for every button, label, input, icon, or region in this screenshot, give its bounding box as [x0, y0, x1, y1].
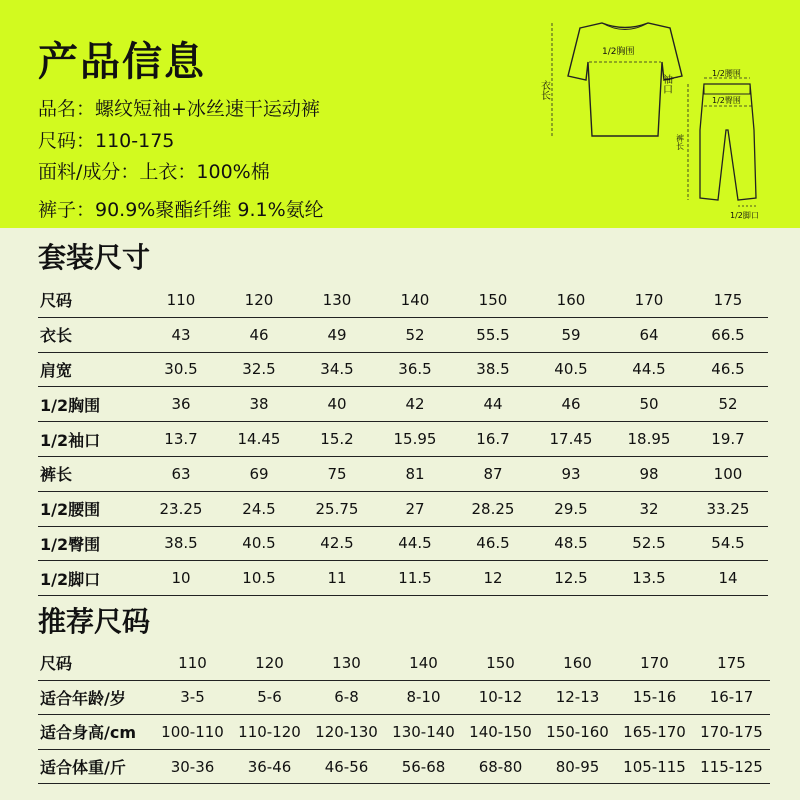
table-cell: 24.5 [220, 491, 298, 526]
waist-label: 1/2腰围 [712, 69, 741, 78]
pants-length-label: 裤长 [675, 134, 685, 150]
table-cell: 44.5 [376, 526, 454, 561]
row-label: 尺码 [38, 283, 142, 317]
table-cell: 28.25 [454, 491, 532, 526]
ankle-label: 1/2脚口 [730, 211, 759, 220]
table-row [38, 646, 770, 680]
table-cell: 44.5 [610, 352, 688, 387]
table-cell: 175 [688, 283, 768, 317]
table-cell: 25.75 [298, 491, 376, 526]
table-cell: 150 [454, 283, 532, 317]
table-row [38, 491, 768, 526]
table-row [38, 283, 768, 317]
table-row [38, 561, 768, 596]
table-cell: 19.7 [688, 422, 768, 457]
table-cell: 160 [539, 646, 616, 680]
table-cell: 55.5 [454, 317, 532, 352]
table-cell: 52 [376, 317, 454, 352]
table-cell: 15.95 [376, 422, 454, 457]
table-cell: 38.5 [142, 526, 220, 561]
table-row [38, 715, 770, 750]
table-cell: 46.5 [454, 526, 532, 561]
table-cell: 27 [376, 491, 454, 526]
table-cell: 170 [610, 283, 688, 317]
table-cell: 170-175 [693, 715, 770, 750]
table-cell: 10 [142, 561, 220, 596]
table-cell: 150-160 [539, 715, 616, 750]
table-cell: 130 [298, 283, 376, 317]
table-cell: 15.2 [298, 422, 376, 457]
table-cell: 160 [532, 283, 610, 317]
table-cell: 44 [454, 387, 532, 422]
table-cell: 29.5 [532, 491, 610, 526]
table-cell: 8-10 [385, 680, 462, 715]
garment-measurement-diagram [540, 18, 790, 224]
table-cell: 69 [220, 456, 298, 491]
table-cell: 50 [610, 387, 688, 422]
table-cell: 3-5 [154, 680, 231, 715]
row-label: 裤长 [38, 456, 142, 491]
table-cell: 66.5 [688, 317, 768, 352]
table-cell: 11.5 [376, 561, 454, 596]
table-row [38, 680, 770, 715]
table-cell: 12 [454, 561, 532, 596]
table-cell: 48.5 [532, 526, 610, 561]
table-row [38, 352, 768, 387]
table-cell: 46 [532, 387, 610, 422]
table-row [38, 749, 770, 784]
table-cell: 140-150 [462, 715, 539, 750]
table-cell: 46 [220, 317, 298, 352]
table-cell: 40.5 [220, 526, 298, 561]
table-cell: 54.5 [688, 526, 768, 561]
size-section-title: 套装尺寸 [38, 241, 151, 274]
table-cell: 110 [142, 283, 220, 317]
row-label: 适合身高/cm [38, 715, 154, 750]
table-cell: 14.45 [220, 422, 298, 457]
table-cell: 140 [376, 283, 454, 317]
recommendation-table [38, 646, 770, 784]
table-cell: 40 [298, 387, 376, 422]
table-cell: 68-80 [462, 749, 539, 784]
row-label: 1/2脚口 [38, 561, 142, 596]
table-cell: 49 [298, 317, 376, 352]
table-cell: 98 [610, 456, 688, 491]
table-cell: 16-17 [693, 680, 770, 715]
table-cell: 30.5 [142, 352, 220, 387]
table-cell: 12.5 [532, 561, 610, 596]
table-cell: 175 [693, 646, 770, 680]
table-cell: 64 [610, 317, 688, 352]
table-cell: 100-110 [154, 715, 231, 750]
table-cell: 63 [142, 456, 220, 491]
table-cell: 120 [220, 283, 298, 317]
table-cell: 38 [220, 387, 298, 422]
table-cell: 46.5 [688, 352, 768, 387]
table-cell: 75 [298, 456, 376, 491]
hip-label: 1/2臀围 [712, 96, 741, 105]
row-label: 肩宽 [38, 352, 142, 387]
table-cell: 52.5 [610, 526, 688, 561]
row-label: 适合年龄/岁 [38, 680, 154, 715]
rec-section-title: 推荐尺码 [38, 605, 151, 638]
table-cell: 12-13 [539, 680, 616, 715]
table-cell: 36.5 [376, 352, 454, 387]
table-cell: 46-56 [308, 749, 385, 784]
row-label: 1/2胸围 [38, 387, 142, 422]
table-cell: 36 [142, 387, 220, 422]
table-row [38, 456, 768, 491]
product-name-line: 品名：螺纹短袖+冰丝速干运动裤 [38, 98, 320, 120]
length-label: 衣长 [538, 80, 550, 100]
table-cell: 130 [308, 646, 385, 680]
table-cell: 165-170 [616, 715, 693, 750]
cuff-label: 袖口 [660, 74, 672, 94]
table-cell: 120-130 [308, 715, 385, 750]
chest-label: 1/2胸围 [602, 47, 635, 57]
product-info-title: 产品信息 [38, 39, 206, 85]
table-cell: 115-125 [693, 749, 770, 784]
table-row [38, 422, 768, 457]
pants-fabric-line: 裤子：90.9%聚酯纤维 9.1%氨纶 [38, 199, 324, 221]
table-cell: 11 [298, 561, 376, 596]
table-cell: 150 [462, 646, 539, 680]
table-cell: 32.5 [220, 352, 298, 387]
table-cell: 36-46 [231, 749, 308, 784]
table-cell: 100 [688, 456, 768, 491]
table-cell: 93 [532, 456, 610, 491]
row-label: 1/2袖口 [38, 422, 142, 457]
table-cell: 120 [231, 646, 308, 680]
product-info-banner [0, 0, 800, 228]
table-cell: 42.5 [298, 526, 376, 561]
table-cell: 38.5 [454, 352, 532, 387]
row-label: 1/2臀围 [38, 526, 142, 561]
table-cell: 140 [385, 646, 462, 680]
fabric-line: 面料/成分：上衣：100%棉 [38, 161, 270, 183]
row-label: 1/2腰围 [38, 491, 142, 526]
table-cell: 32 [610, 491, 688, 526]
size-table [38, 283, 768, 596]
table-cell: 40.5 [532, 352, 610, 387]
table-row [38, 387, 768, 422]
table-cell: 15-16 [616, 680, 693, 715]
table-cell: 10-12 [462, 680, 539, 715]
table-cell: 110 [154, 646, 231, 680]
table-cell: 34.5 [298, 352, 376, 387]
table-cell: 13.7 [142, 422, 220, 457]
table-cell: 14 [688, 561, 768, 596]
table-row [38, 526, 768, 561]
table-cell: 43 [142, 317, 220, 352]
table-cell: 81 [376, 456, 454, 491]
table-cell: 10.5 [220, 561, 298, 596]
table-cell: 33.25 [688, 491, 768, 526]
row-label: 衣长 [38, 317, 142, 352]
table-cell: 52 [688, 387, 768, 422]
table-cell: 59 [532, 317, 610, 352]
table-cell: 6-8 [308, 680, 385, 715]
table-cell: 42 [376, 387, 454, 422]
table-cell: 56-68 [385, 749, 462, 784]
table-cell: 87 [454, 456, 532, 491]
table-cell: 5-6 [231, 680, 308, 715]
table-cell: 16.7 [454, 422, 532, 457]
table-cell: 105-115 [616, 749, 693, 784]
size-range-line: 尺码：110-175 [38, 130, 175, 152]
table-cell: 110-120 [231, 715, 308, 750]
table-cell: 130-140 [385, 715, 462, 750]
table-cell: 17.45 [532, 422, 610, 457]
table-cell: 13.5 [610, 561, 688, 596]
table-row [38, 317, 768, 352]
table-cell: 23.25 [142, 491, 220, 526]
table-cell: 80-95 [539, 749, 616, 784]
table-cell: 170 [616, 646, 693, 680]
row-label: 尺码 [38, 646, 154, 680]
table-cell: 18.95 [610, 422, 688, 457]
table-cell: 30-36 [154, 749, 231, 784]
row-label: 适合体重/斤 [38, 749, 154, 784]
